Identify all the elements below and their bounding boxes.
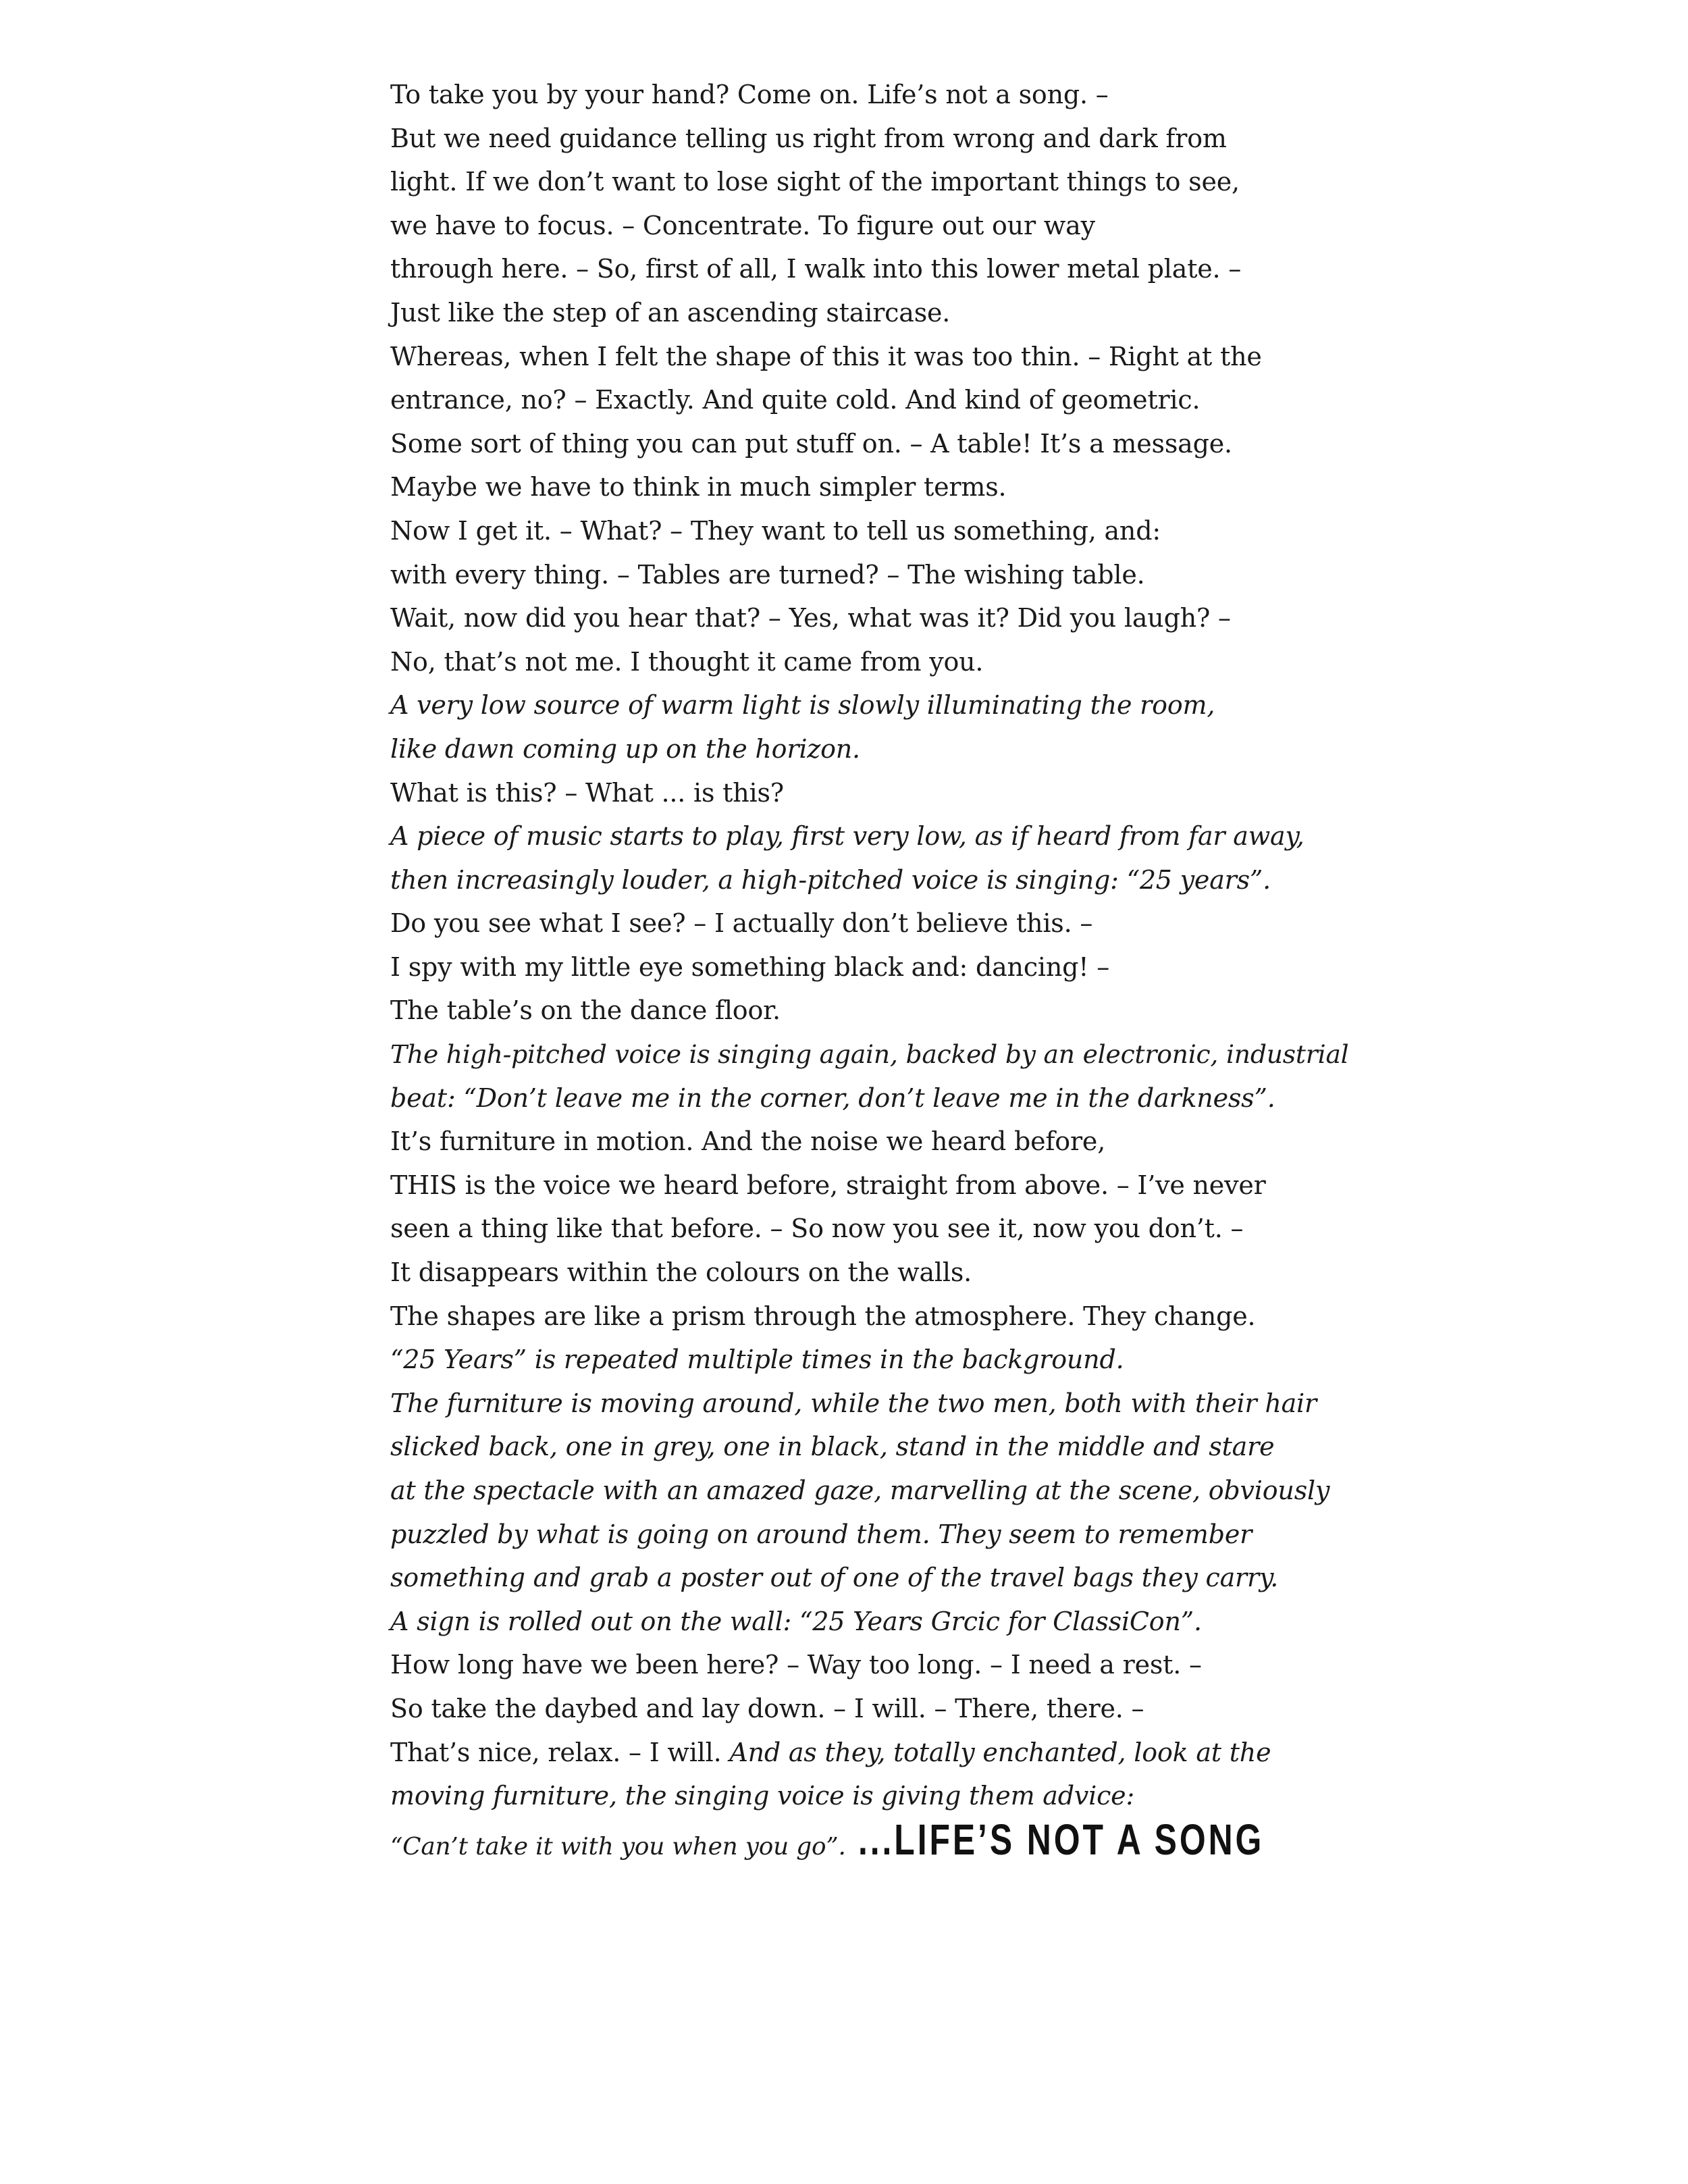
- stage-direction-line: then increasingly louder, a high-pitched voice is singing: “25 years”.: [390, 864, 1271, 895]
- text-line: Wait, now did you hear that? – Yes, what was it? Did you laugh? –: [390, 603, 1231, 633]
- text-line: Some sort of thing you can put stuff on. – A table! It’s a message.: [390, 428, 1232, 459]
- text-line: through here. – So, first of all, I walk into this lower metal plate. –: [390, 254, 1242, 284]
- text-line: No, that’s not me. I thought it came from you.: [390, 646, 984, 677]
- stage-direction-line: The high-pitched voice is singing again, backed by an electronic, industrial: [390, 1039, 1349, 1070]
- text-line: entrance, no? – Exactly. And quite cold. And kind of geometric.: [390, 385, 1201, 415]
- stage-direction-line: The furniture is moving around, while the two men, both with their hair: [390, 1388, 1317, 1418]
- stage-direction-line: something and grab a poster out of one of the travel bags they carry.: [390, 1563, 1279, 1593]
- text-line: How long have we been here? – Way too long. – I need a rest. –: [390, 1650, 1202, 1680]
- closing-line: [390, 1815, 1349, 1864]
- text-line: Maybe we have to think in much simpler terms.: [390, 472, 1007, 502]
- stage-direction-line: A sign is rolled out on the wall: “25 Years Grcic for ClassiCon”.: [390, 1606, 1202, 1636]
- text-line: The table’s on the dance floor.: [390, 995, 781, 1026]
- text-line: It’s furniture in motion. And the noise we heard before,: [390, 1126, 1106, 1157]
- text-line: Do you see what I see? – I actually don’t believe this. –: [390, 908, 1093, 939]
- stage-direction-line: A piece of music starts to play, first very low, as if heard from far away,: [390, 821, 1304, 852]
- text-line: But we need guidance telling us right from wrong and dark from: [390, 123, 1227, 153]
- stage-direction-line: beat: “Don’t leave me in the corner, don’t leave me in the darkness”.: [390, 1083, 1275, 1113]
- stage-direction-line: slicked back, one in grey, one in black, stand in the middle and stare: [390, 1432, 1275, 1462]
- text-line: with every thing. – Tables are turned? – The wishing table.: [390, 559, 1145, 590]
- text-line-mixed: [390, 1731, 1349, 1775]
- dialogue-segment: That’s nice, relax. – I will.: [390, 1737, 730, 1767]
- text-line: THIS is the voice we heard before, straight from above. – I’ve never: [390, 1170, 1266, 1200]
- stage-direction-line: at the spectacle with an amazed gaze, marvelling at the scene, obviously: [390, 1476, 1330, 1505]
- stage-direction-line: puzzled by what is going on around them. They seem to remember: [390, 1519, 1252, 1549]
- closing-headline: ...LIFE’S NOT A SONG: [858, 1815, 1264, 1864]
- text-line: The shapes are like a prism through the atmosphere. They change.: [390, 1301, 1256, 1331]
- text-line: I spy with my little eye something black and: dancing! –: [390, 952, 1110, 982]
- stage-direction-line: moving furniture, the singing voice is giving them advice:: [390, 1781, 1135, 1811]
- stage-direction-segment: “Can’t take it with you when you go”.: [390, 1832, 846, 1861]
- text-line: What is this? – What ... is this?: [390, 777, 784, 808]
- stage-direction-segment: And as they, totally enchanted, look at the: [729, 1737, 1271, 1767]
- text-line: It disappears within the colours on the walls.: [390, 1257, 972, 1288]
- text-line: light. If we don’t want to lose sight of the important things to see,: [390, 167, 1240, 197]
- stage-direction-line: “25 Years” is repeated multiple times in the background.: [390, 1345, 1124, 1375]
- stage-direction-line: A very low source of warm light is slowly illuminating the room,: [390, 690, 1215, 721]
- text-line: Now I get it. – What? – They want to tell us something, and:: [390, 515, 1161, 546]
- text-line: we have to focus. – Concentrate. To figure out our way: [390, 210, 1095, 240]
- text-line: To take you by your hand? Come on. Life’s not a song. –: [390, 80, 1109, 109]
- text-line: Whereas, when I felt the shape of this it was too thin. – Right at the: [390, 341, 1262, 371]
- body-text: [390, 73, 1349, 1864]
- text-line: So take the daybed and lay down. – I will. – There, there. –: [390, 1693, 1144, 1723]
- stage-direction-line: like dawn coming up on the horizon.: [390, 733, 860, 764]
- text-line: seen a thing like that before. – So now you see it, now you don’t. –: [390, 1214, 1244, 1244]
- text-line: Just like the step of an ascending staircase.: [390, 297, 951, 328]
